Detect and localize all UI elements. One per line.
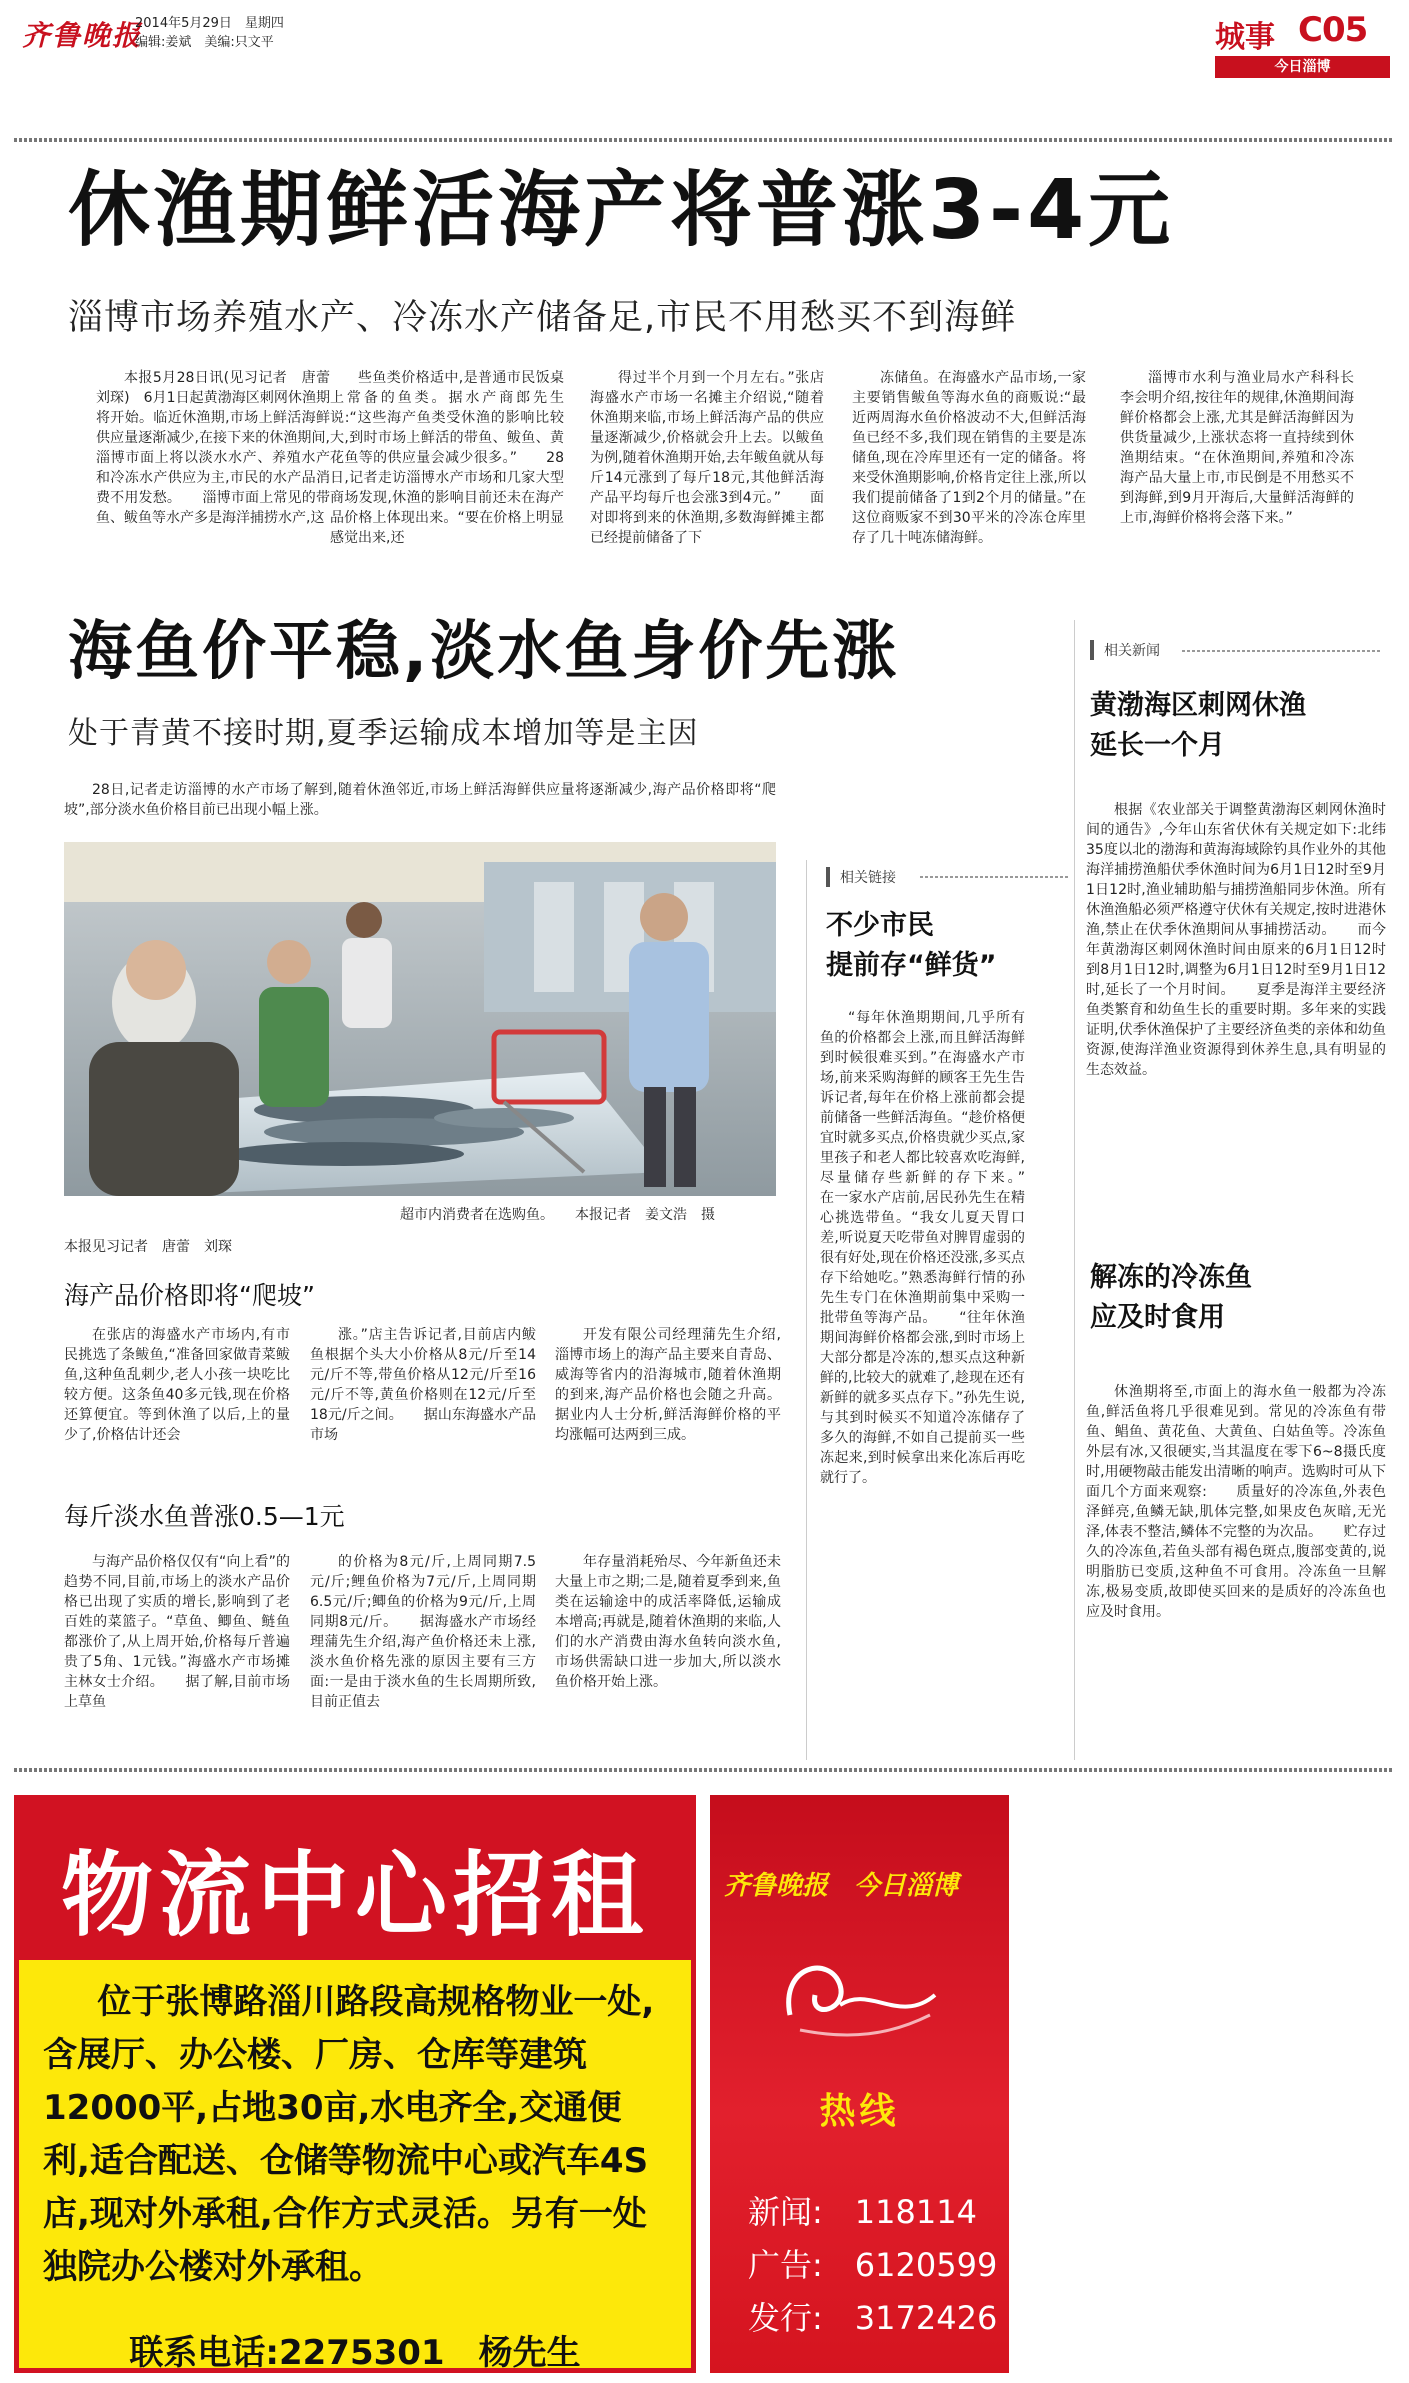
dateline bbox=[135, 14, 284, 52]
ad-divider bbox=[14, 1768, 1394, 1772]
sidebar1-body: “每年休渔期期间,几乎所有鱼的价格都会上涨,而且鲜活海鲜到时候很难买到。”在海盛水产市场,前来采购海鲜的顾客王先生告诉记者,每年在价格上涨前都会提前储备一些鲜活海鱼。“趁价格便宜时就多买点,价格贵就少买点,家里孩子和老人都比较喜欢吃海鲜,尽量储存些新鲜的存下来。” 在一家水产店前,居民孙先生在精心挑选带鱼。“我女儿夏天胃口差,听说夏天吃带鱼对脾胃虚弱的很有好处,现在价格还没涨,多买点存下给她吃。”熟悉海鲜行情的孙先生专门在休渔期前集中采购一批带鱼等海产品。 “往年休渔期间海鲜价格都会涨,到时市场上大部分都是冷冻的,想买点这种新鲜的,比较大的就难了,趁现在还有新鲜的就多买点存下。”孙先生说,与其到时候买不知道冷冻储存了多久的海鲜,不如自己提前买一些冻起来,到时候拿出来化冻后再吃就行了。 bbox=[820, 1010, 1053, 1486]
story2-subhead: 处于青黄不接时期,夏季运输成本增加等是主因 bbox=[68, 716, 699, 751]
story1-subhead: 淄博市场养殖水产、冷冻水产储备足,市民不用愁买不到海鲜 bbox=[68, 298, 1017, 338]
market-scene-illustration bbox=[64, 842, 776, 1196]
price-climb-column-2: 涨。”店主告诉记者,目前店内鲅鱼根据个头大小价格从8元/斤至14元/斤不等,带鱼价格从12元/斤至16元/斤不等,黄鱼价格则在12元/斤至18元/斤之间。 据山东海盛水产品市场 bbox=[310, 1327, 536, 1443]
sidebar2-body-2: 休渔期将至,市面上的海水鱼一般都为冷冻鱼,鲜活鱼将几乎很难见到。常见的冷冻鱼有带鱼、鲳鱼、黄花鱼、大黄鱼、白姑鱼等。冷冻鱼外层有冰,又很硬实,当其温度在零下6~8摄氏度时,用硬物敲击能发出清晰的响声。选购时可从下面几个方面来观察: 质量好的冷冻鱼,外表色泽鲜亮,鱼鳞无缺,肌体完整,如果皮色灰暗,无光泽,体表不整洁,鳞体不完整的为次品。 贮存过久的冷冻鱼,若鱼头部有褐色斑点,腹部变黄的,说明脂肪已变质,这种鱼不可食用。冷冻鱼一旦解冻,极易变质,故即使买回来的是质好的冷冻鱼也应及时食用。 bbox=[1086, 1384, 1386, 1620]
rental-ad-header bbox=[19, 1800, 691, 1960]
story2-byline: 本报见习记者 唐蕾 刘琛 bbox=[64, 1239, 232, 1255]
story1-column-2: 些鱼类价格适中,是普通市民饭桌上常备的鱼类。据水产商郎先生说:“这些海产鱼类受休渔的影响比较大,到时市场上鲜活的带鱼、鲅鱼、黄花鱼等的供应量会减少很多。” 28日,记者走访淄博水产市场和几家大型商场发现,休渔的影响目前还未在海产品价格上体现出来。“要在价格上明显感觉出来,还 bbox=[330, 370, 564, 546]
hotline-label: 热线 bbox=[819, 2091, 900, 2132]
brand-swirl-icon bbox=[770, 1945, 950, 2045]
story2-lead: 28日,记者走访淄博的水产市场了解到,随着休渔邻近,市场上鲜活海鲜供应量将逐渐减少,海产品价格即将“爬坡”,部分淡水鱼价格目前已出现小幅上涨。 bbox=[64, 782, 776, 818]
section-heading-freshwater-rise: 每斤淡水鱼普涨0.5—1元 bbox=[64, 1502, 345, 1531]
hotline-advertisement bbox=[710, 1795, 1009, 2373]
story1-headline: 休渔期鲜活海产将普涨3-4元 bbox=[68, 163, 1175, 258]
sidebar1-title: 不少市民 提前存“鲜货” bbox=[826, 910, 997, 981]
rental-ad-phone: 联系电话:2275301 杨先生 bbox=[129, 2333, 581, 2373]
hotline-ads: 广告: 6120599 bbox=[748, 2246, 998, 2284]
freshwater-column-2: 的价格为8元/斤,上周同期7.5元/斤;鲤鱼价格为7元/斤,上周同期6.5元/斤;鲫鱼的价格为9元/斤,上周同期8元/斤。 据海盛水产市场经理蒲先生介绍,海产鱼价格还未上涨,淡水鱼价格先涨的原因主要有三方面:一是由于淡水鱼的生长周期所致,目前正值去 bbox=[310, 1554, 536, 1710]
section-heading-price-climb: 海产品价格即将“爬坡” bbox=[64, 1281, 315, 1310]
rental-advertisement bbox=[14, 1795, 696, 2373]
section-name: 城事 bbox=[1215, 20, 1275, 55]
page-number: C05 bbox=[1298, 10, 1368, 50]
rental-ad-body: 位于张博路淄川路段高规格物业一处,含展厅、办公楼、厂房、仓库等建筑12000平,占地30亩,水电齐全,交通便利,适合配送、仓储等物流中心或汽车4S店,现对外承租,合作方式灵活。另有一处独院办公楼对外承租。 bbox=[19, 1960, 691, 2368]
hotline-brand: 齐鲁晚报 今日淄博 bbox=[724, 1871, 959, 1901]
sidebar2-body: 根据《农业部关于调整黄渤海区刺网休渔时间的通告》,今年山东省伏休有关规定如下:北纬35度以北的渤海和黄海海域除钓具作业外的其他海洋捕捞渔船伏季休渔时间为6月1日12时至9月1日12时,渔业辅助船与捕捞渔船同步休渔。所有休渔渔船必须严格遵守伏休有关规定,按时进港休渔,禁止在伏季休渔期间从事捕捞活动。 而今年黄渤海区刺网休渔时间由原来的6月1日12时到8月1日12时,调整为6月1日12时至9月1日12时,延长了一个月时间。 夏季是海洋主要经济鱼类繁育和幼鱼生长的重要时期。多年来的实践证明,伏季休渔保护了主要经济鱼类的亲体和幼鱼资源,使海洋渔业资源得到休养生息,具有明显的生态效益。 bbox=[1086, 802, 1386, 1078]
story1-column-5: 淄博市水利与渔业局水产科科长李会明介绍,按往年的规律,休渔期间海鲜价格都会上涨,尤其是鲜活海鲜因为供货量减少,上涨状态将一直持续到休渔期结束。“在休渔期间,养殖和冷冻海产品大量上市,市民倒是不用愁买不到海鲜,到9月开海后,大量鲜活海鲜的上市,海鲜价格将会落下来。” bbox=[1120, 370, 1354, 526]
price-climb-column-1: 在张店的海盛水产市场内,有市民挑选了条鲅鱼,“准备回家做青菜鲅鱼,这种鱼乱刺少,老人小孩一块吃比较方便。这条鱼40多元钱,现在价格还算便宜。等到休渔了以后,上的量少了,价格估计还会 bbox=[64, 1327, 290, 1443]
related-news-tag: 相关新闻 bbox=[1090, 640, 1160, 660]
rental-ad-title: 物流中心招租 bbox=[60, 1842, 649, 1949]
sidebar2-title: 黄渤海区刺网休渔 延长一个月 bbox=[1090, 690, 1306, 761]
story2-headline: 海鱼价平稳,淡水鱼身价先涨 bbox=[68, 615, 900, 689]
related-news-rule bbox=[1182, 650, 1382, 652]
sidebar2-title-2: 解冻的冷冻鱼 应及时食用 bbox=[1090, 1262, 1252, 1333]
column-divider-right bbox=[1074, 620, 1075, 1760]
related-link-rule bbox=[920, 876, 1070, 878]
freshwater-column-3: 年存量消耗殆尽、今年新鱼还未大量上市之期;二是,随着夏季到来,鱼类在运输途中的成活率降低,运输成本增高;再就是,随着休渔期的来临,人们的水产消费由海水鱼转向淡水鱼,市场供需缺口进一步加大,所以淡水鱼价格开始上涨。 bbox=[555, 1554, 781, 1690]
hotline-news: 新闻: 118114 bbox=[748, 2193, 977, 2231]
column-divider bbox=[806, 860, 807, 1760]
header-divider bbox=[14, 138, 1394, 142]
story1-column-3: 得过半个月到一个月左右。”张店海盛水产市场一名摊主介绍说,“随着休渔期来临,市场上鲜活海产品的供应量逐渐减少,价格就会升上去。以鲅鱼为例,随着休渔期开始,去年鲅鱼就从每斤14元涨到了每斤18元,其他鲜活海产品平均每斤也会涨3到4元。” 面对即将到来的休渔期,多数海鲜摊主都已经提前储备了下 bbox=[590, 370, 824, 546]
price-climb-column-3: 开发有限公司经理蒲先生介绍,淄博市场上的海产品主要来自青岛、威海等省内的沿海城市,随着休渔期的到来,海产品价格也会随之升高。据业内人士分析,鲜活海鲜价格的平均涨幅可达两到三成。 bbox=[555, 1327, 781, 1443]
related-link-tag: 相关链接 bbox=[826, 867, 896, 887]
newspaper-masthead: 齐鲁晚报 bbox=[22, 19, 143, 52]
photo-caption: 超市内消费者在选购鱼。 本报记者 姜文浩 摄 bbox=[400, 1207, 715, 1223]
story1-column-4: 冻储鱼。在海盛水产品市场,一家主要销售鲅鱼等海水鱼的商贩说:“最近两周海水鱼价格波动不大,但鲜活海鱼已经不多,我们现在销售的主要是冻储鱼,现在冷库里还有一定的储备。将来受休渔期影响,价格肯定往上涨,所以我们提前储备了1到2个月的储量。”在这位商贩家不到30平米的冷冻仓库里存了几十吨冻储海鲜。 bbox=[852, 370, 1086, 546]
editor-credits: 编辑:姜斌 美编:只文平 bbox=[135, 35, 274, 50]
story1-column-1: 本报5月28日讯(见习记者 唐蕾 刘琛) 6月1日起黄渤海区刺网休渔期将开始。临近休渔期,市场上鲜活海鲜供应量逐渐减少,在接下来的休渔期间,淄博市面上将以淡水水产、养殖水产和冷冻水产供应为主,市民的水产品消费不用发愁。 淄博市面上常见的带鱼、鲅鱼等水产多是海洋捕捞水产,这 bbox=[96, 370, 344, 526]
fish-market-photo bbox=[64, 842, 776, 1196]
section-subtitle: 今日淄博 bbox=[1215, 56, 1390, 78]
issue-date: 2014年5月29日 星期四 bbox=[135, 16, 284, 31]
hotline-distribution: 发行: 3172426 bbox=[748, 2299, 998, 2337]
freshwater-column-1: 与海产品价格仅仅有“向上看”的趋势不同,目前,市场上的淡水产品价格已出现了实质的增长,影响到了老百姓的菜篮子。“草鱼、鲫鱼、鲢鱼都涨价了,从上周开始,价格每斤普遍贵了5角、1元钱。”海盛水产市场摊主林女士介绍。 据了解,目前市场上草鱼 bbox=[64, 1554, 290, 1710]
